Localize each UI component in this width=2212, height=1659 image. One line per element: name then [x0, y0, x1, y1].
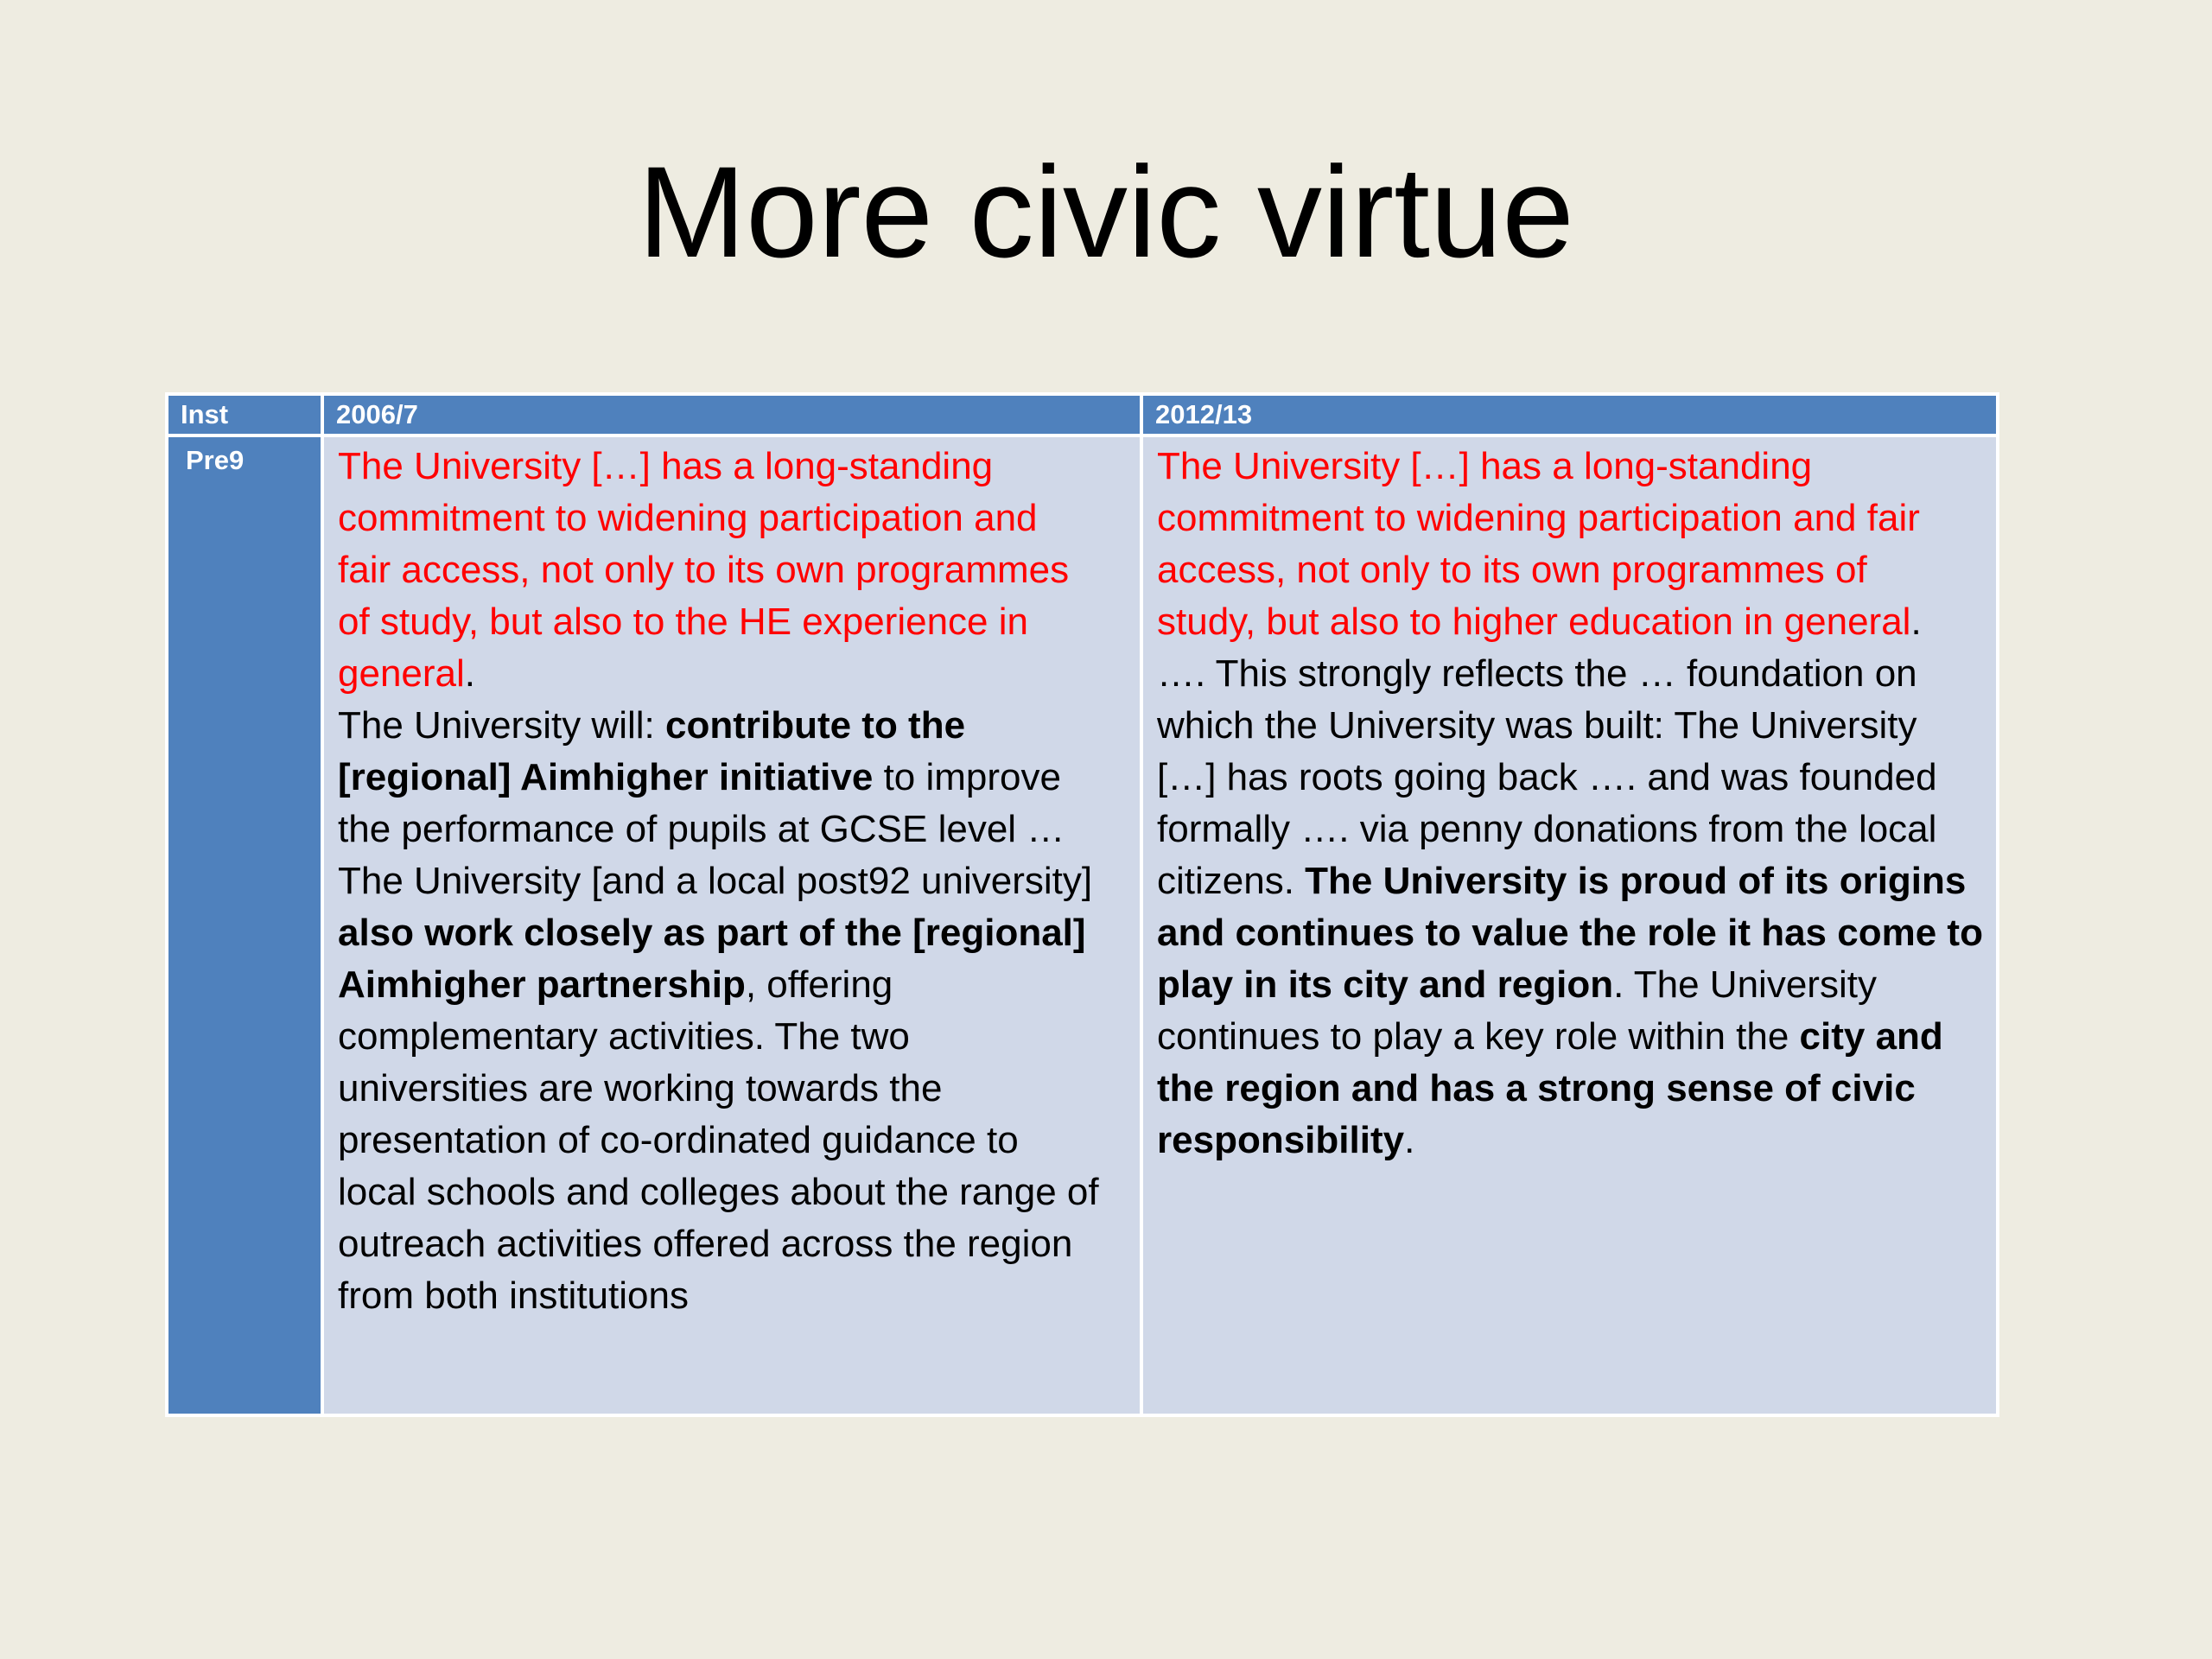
- text-line: [338, 804, 1126, 855]
- text-line: [1157, 752, 1982, 804]
- text-run: and continues to value the role it has come to: [1157, 912, 1983, 954]
- text-run: which the University was built: The University: [1157, 704, 1917, 747]
- text-line: [1157, 648, 1982, 700]
- text-run: presentation of co-ordinated guidance to: [338, 1119, 1019, 1161]
- text-run: city and: [1799, 1015, 1943, 1058]
- text-run: commitment to widening participation and fair: [1157, 497, 1920, 539]
- text-run: […] has roots going back …. and was founded: [1157, 756, 1937, 798]
- text-run: The University will:: [338, 704, 665, 747]
- text-run: also work closely as part of the [regional]: [338, 912, 1086, 954]
- text-line: [338, 700, 1126, 752]
- text-run: The University […] has a long-standing: [1157, 445, 1813, 487]
- text-run: access, not only to its own programmes of: [1157, 549, 1867, 591]
- text-run: study, but also to higher education in general: [1157, 601, 1911, 643]
- text-line: [1157, 804, 1982, 855]
- text-line: [338, 752, 1126, 804]
- text-run: commitment to widening participation and: [338, 497, 1038, 539]
- text-line: [338, 441, 1126, 493]
- text-run: outreach activities offered across the region: [338, 1223, 1073, 1265]
- text-run: . The University: [1613, 963, 1877, 1006]
- text-run: .: [1404, 1119, 1415, 1161]
- text-run: to improve: [873, 756, 1061, 798]
- text-run: contribute to the: [664, 704, 966, 747]
- text-line: [338, 855, 1126, 907]
- text-line: [338, 596, 1126, 648]
- text-line: [1157, 700, 1982, 752]
- text-run: [regional] Aimhigher initiative: [338, 756, 874, 798]
- text-line: [1157, 907, 1982, 959]
- text-line: [338, 648, 1126, 700]
- text-line: [1157, 1063, 1982, 1115]
- text-run: of study, but also to the HE experience in: [338, 601, 1028, 643]
- inst-cell: Pre9: [167, 435, 322, 1415]
- text-run: The University [and a local post92 university]: [338, 860, 1093, 902]
- text-line: [1157, 596, 1982, 648]
- slide-title: More civic virtue: [638, 139, 1574, 284]
- text-line: [338, 493, 1126, 544]
- text-line: [1157, 1011, 1982, 1063]
- text-line: [1157, 493, 1982, 544]
- text-line: [338, 1011, 1126, 1063]
- text-line: [1157, 544, 1982, 596]
- header-2012-13: 2012/13: [1141, 394, 1998, 435]
- text-run: citizens.: [1157, 860, 1306, 902]
- text-line: [338, 1218, 1126, 1270]
- text-run: the region and has a strong sense of civic: [1157, 1067, 1916, 1109]
- text-run: fair access, not only to its own programmes: [338, 549, 1070, 591]
- text-run: the performance of pupils at GCSE level …: [338, 808, 1065, 850]
- cell-2012-13: [1141, 435, 1998, 1415]
- text-run: general: [338, 652, 465, 695]
- text-line: [338, 1063, 1126, 1115]
- text-run: universities are working towards the: [338, 1067, 943, 1109]
- text-line: [338, 1270, 1126, 1322]
- text-run: from both institutions: [338, 1274, 689, 1317]
- text-line: [338, 1166, 1126, 1218]
- text-run: .: [1910, 601, 1922, 643]
- text-run: .: [464, 652, 476, 695]
- text-run: complementary activities. The two: [338, 1015, 910, 1058]
- text-run: local schools and colleges about the range of: [338, 1171, 1099, 1213]
- text-run: play in its city and region: [1157, 963, 1614, 1006]
- text-run: The University is proud of its origins: [1305, 860, 1967, 902]
- table-row: [167, 435, 1998, 1415]
- text-run: The University […] has a long-standing: [338, 445, 994, 487]
- text-run: formally …. via penny donations from the local: [1157, 808, 1937, 850]
- text-line: [1157, 959, 1982, 1011]
- text-run: …. This strongly reflects the … foundation on: [1157, 652, 1917, 695]
- text-line: [338, 907, 1126, 959]
- header-row: [167, 394, 1998, 435]
- text-run: responsibility: [1157, 1119, 1405, 1161]
- text-line: [1157, 441, 1982, 493]
- text-line: [338, 1115, 1126, 1166]
- text-line: [1157, 1115, 1982, 1166]
- header-2006-7: 2006/7: [322, 394, 1141, 435]
- text-line: [338, 544, 1126, 596]
- text-line: [1157, 855, 1982, 907]
- cell-2006-7: [322, 435, 1141, 1415]
- text-run: continues to play a key role within the: [1157, 1015, 1800, 1058]
- cell-2006-7-text: [338, 441, 1126, 1322]
- text-run: , offering: [745, 963, 893, 1006]
- text-line: [338, 959, 1126, 1011]
- cell-2012-13-text: [1157, 441, 1982, 1166]
- comparison-table: [165, 392, 1999, 1417]
- text-run: Aimhigher partnership: [338, 963, 746, 1006]
- header-inst: Inst: [167, 394, 322, 435]
